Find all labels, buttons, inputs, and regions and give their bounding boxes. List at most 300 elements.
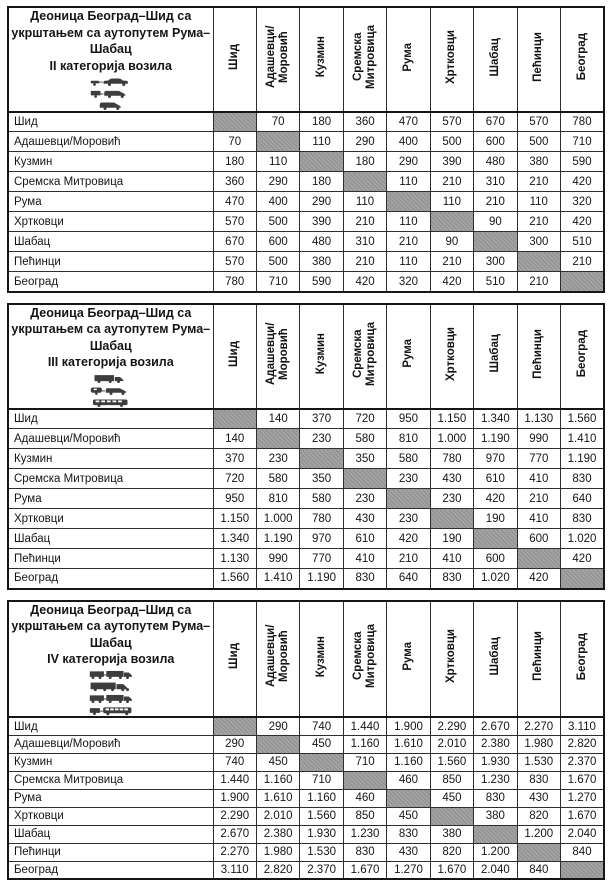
price-cell: 2.370	[561, 753, 605, 771]
price-cell: 770	[517, 449, 560, 469]
diagonal-cell	[213, 409, 256, 429]
price-cell: 400	[387, 132, 430, 152]
price-cell: 460	[343, 789, 386, 807]
price-cell: 1.610	[387, 735, 430, 753]
column-header: Кузмин	[300, 7, 343, 112]
price-cell: 840	[517, 861, 560, 879]
price-cell: 500	[430, 132, 473, 152]
price-cell: 420	[561, 172, 605, 192]
row-label: Хртковци	[8, 212, 213, 232]
price-cell: 1.200	[517, 825, 560, 843]
price-cell: 290	[256, 172, 299, 192]
price-cell: 290	[213, 735, 256, 753]
price-cell: 190	[430, 529, 473, 549]
price-cell: 2.290	[430, 717, 473, 735]
column-header: Хртковци	[430, 601, 473, 718]
table-title-cell	[8, 304, 213, 409]
price-cell: 320	[561, 192, 605, 212]
price-cell: 820	[430, 843, 473, 861]
price-cell: 140	[256, 409, 299, 429]
price-cell: 600	[474, 549, 517, 569]
semi-truck-icon	[88, 681, 134, 692]
row-label: Шид	[8, 112, 213, 132]
bus-with-trailer-icon	[88, 705, 134, 716]
column-header: Београд	[561, 7, 605, 112]
price-cell: 140	[213, 429, 256, 449]
diagonal-cell	[300, 152, 343, 172]
price-cell: 110	[387, 172, 430, 192]
price-cell: 580	[387, 449, 430, 469]
table-row	[8, 152, 604, 172]
table-row	[8, 429, 604, 449]
price-cell: 90	[474, 212, 517, 232]
diagonal-cell	[474, 825, 517, 843]
price-cell: 1.270	[561, 789, 605, 807]
price-cell: 290	[300, 192, 343, 212]
column-header: Кузмин	[300, 601, 343, 718]
row-label: Адашевци/Моровић	[8, 735, 213, 753]
table-row	[8, 717, 604, 735]
column-header: Адашевци/​Моровић	[256, 7, 299, 112]
price-cell: 370	[213, 449, 256, 469]
price-cell: 570	[517, 112, 560, 132]
price-cell: 210	[387, 549, 430, 569]
price-cell: 230	[387, 509, 430, 529]
table-title: Деоница Београд–Шид са укрштањем са аутопутем Рума–Шабац	[9, 8, 213, 58]
table-row	[8, 569, 604, 589]
price-cell: 1.160	[300, 789, 343, 807]
price-cell: 420	[343, 272, 386, 292]
table-row	[8, 272, 604, 292]
column-header: Београд	[561, 304, 605, 409]
price-cell: 1.670	[430, 861, 473, 879]
bus-icon	[90, 397, 132, 408]
price-cell: 1.560	[213, 569, 256, 589]
price-cell: 450	[430, 789, 473, 807]
row-label: Адашевци/Моровић	[8, 132, 213, 152]
price-cell: 2.670	[474, 717, 517, 735]
row-label: Сремска Митровица	[8, 172, 213, 192]
price-cell: 1.900	[387, 717, 430, 735]
row-label: Рума	[8, 192, 213, 212]
price-cell: 210	[387, 232, 430, 252]
price-cell: 780	[300, 509, 343, 529]
diagonal-cell	[343, 771, 386, 789]
price-cell: 290	[343, 132, 386, 152]
price-cell: 2.820	[561, 735, 605, 753]
row-label: Београд	[8, 569, 213, 589]
table-row	[8, 807, 604, 825]
column-header: Сремска Митровица	[343, 7, 386, 112]
column-header: Рума	[387, 7, 430, 112]
price-cell: 1.130	[213, 549, 256, 569]
table-row	[8, 753, 604, 771]
price-cell: 1.560	[561, 409, 605, 429]
price-cell: 830	[430, 569, 473, 589]
row-label: Сремска Митровица	[8, 469, 213, 489]
row-label: Пећинци	[8, 549, 213, 569]
diagonal-cell	[213, 112, 256, 132]
price-cell: 810	[256, 489, 299, 509]
car-with-trailer-icon	[90, 76, 132, 87]
diagonal-cell	[387, 789, 430, 807]
table-row	[8, 112, 604, 132]
row-label: Београд	[8, 272, 213, 292]
table-category: IV категорија возила	[9, 651, 213, 667]
price-cell: 210	[561, 252, 605, 272]
price-cell: 420	[561, 549, 605, 569]
row-label: Шид	[8, 717, 213, 735]
truck-icon	[90, 373, 132, 384]
price-cell: 1.530	[300, 843, 343, 861]
price-cell: 500	[256, 252, 299, 272]
column-header: Рума	[387, 304, 430, 409]
table-row	[8, 172, 604, 192]
diagonal-cell	[474, 529, 517, 549]
price-cell: 3.110	[561, 717, 605, 735]
price-cell: 1.000	[256, 509, 299, 529]
price-cell: 450	[387, 807, 430, 825]
price-cell: 410	[343, 549, 386, 569]
column-header: Београд	[561, 601, 605, 718]
price-cell: 1.900	[213, 789, 256, 807]
diagonal-cell	[430, 807, 473, 825]
table-row	[8, 529, 604, 549]
price-cell: 710	[343, 753, 386, 771]
diagonal-cell	[517, 252, 560, 272]
price-cell: 830	[387, 825, 430, 843]
row-label: Хртковци	[8, 807, 213, 825]
price-cell: 230	[256, 449, 299, 469]
price-cell: 410	[517, 469, 560, 489]
price-cell: 780	[213, 272, 256, 292]
price-cell: 300	[474, 252, 517, 272]
table-row	[8, 469, 604, 489]
van-with-trailer-icon	[90, 88, 132, 99]
price-cell: 470	[387, 112, 430, 132]
price-cell: 70	[256, 112, 299, 132]
price-cell: 830	[517, 771, 560, 789]
price-cell: 210	[517, 489, 560, 509]
price-cell: 500	[256, 212, 299, 232]
diagonal-cell	[213, 717, 256, 735]
price-cell: 780	[430, 449, 473, 469]
diagonal-cell	[343, 172, 386, 192]
diagonal-cell	[300, 449, 343, 469]
column-header: Пећинци	[517, 304, 560, 409]
price-cell: 470	[213, 192, 256, 212]
column-header: Сремска Митровица	[343, 601, 386, 718]
price-cell: 710	[561, 132, 605, 152]
price-cell: 310	[474, 172, 517, 192]
price-cell: 400	[256, 192, 299, 212]
price-cell: 500	[517, 132, 560, 152]
price-cell: 580	[343, 429, 386, 449]
price-cell: 210	[517, 172, 560, 192]
price-cell: 370	[300, 409, 343, 429]
row-label: Шид	[8, 409, 213, 429]
table-row	[8, 132, 604, 152]
table-row	[8, 232, 604, 252]
price-cell: 380	[474, 807, 517, 825]
price-cell: 110	[430, 192, 473, 212]
price-cell: 780	[561, 112, 605, 132]
price-cell: 190	[474, 509, 517, 529]
price-cell: 110	[387, 212, 430, 232]
price-cell: 720	[213, 469, 256, 489]
toll-table	[7, 303, 605, 590]
price-cell: 2.270	[517, 717, 560, 735]
table-row	[8, 771, 604, 789]
price-cell: 600	[474, 132, 517, 152]
price-cell: 350	[300, 469, 343, 489]
price-cell: 420	[387, 529, 430, 549]
table-category: III категорија возила	[9, 354, 213, 370]
toll-table	[7, 6, 605, 293]
price-cell: 810	[387, 429, 430, 449]
price-cell: 420	[430, 272, 473, 292]
price-cell: 1.530	[517, 753, 560, 771]
van-with-caravan-icon	[90, 385, 132, 396]
column-header: Сремска Митровица	[343, 304, 386, 409]
column-header: Шид	[213, 304, 256, 409]
price-cell: 740	[300, 717, 343, 735]
price-cell: 110	[256, 152, 299, 172]
diagonal-cell	[561, 272, 605, 292]
price-cell: 1.410	[561, 429, 605, 449]
table-row	[8, 212, 604, 232]
price-cell: 1.670	[343, 861, 386, 879]
price-cell: 590	[300, 272, 343, 292]
diagonal-cell	[256, 735, 299, 753]
price-cell: 510	[474, 272, 517, 292]
price-cell: 740	[213, 753, 256, 771]
price-cell: 360	[343, 112, 386, 132]
price-cell: 1.670	[561, 771, 605, 789]
table-row	[8, 549, 604, 569]
price-cell: 360	[213, 172, 256, 192]
price-cell: 2.040	[561, 825, 605, 843]
price-cell: 210	[343, 212, 386, 232]
price-cell: 430	[387, 843, 430, 861]
row-label: Рума	[8, 489, 213, 509]
row-label: Пећинци	[8, 252, 213, 272]
table-row	[8, 861, 604, 879]
row-label: Кузмин	[8, 753, 213, 771]
price-cell: 1.200	[474, 843, 517, 861]
price-cell: 480	[300, 232, 343, 252]
price-cell: 590	[561, 152, 605, 172]
price-cell: 710	[256, 272, 299, 292]
price-cell: 230	[300, 429, 343, 449]
price-cell: 570	[213, 212, 256, 232]
vehicle-icon-stack	[9, 373, 213, 408]
row-label: Шабац	[8, 529, 213, 549]
price-cell: 830	[343, 569, 386, 589]
price-cell: 110	[343, 192, 386, 212]
price-cell: 300	[517, 232, 560, 252]
vehicle-icon-stack	[9, 76, 213, 111]
column-header: Адашевци/​Моровић	[256, 304, 299, 409]
price-cell: 210	[430, 172, 473, 192]
price-cell: 720	[343, 409, 386, 429]
diagonal-cell	[474, 232, 517, 252]
price-cell: 1.930	[474, 753, 517, 771]
price-cell: 290	[387, 152, 430, 172]
table-row	[8, 735, 604, 753]
price-cell: 640	[387, 569, 430, 589]
price-cell: 210	[474, 192, 517, 212]
price-cell: 420	[474, 489, 517, 509]
diagonal-cell	[300, 753, 343, 771]
price-cell: 180	[343, 152, 386, 172]
price-cell: 670	[213, 232, 256, 252]
diagonal-cell	[256, 429, 299, 449]
price-cell: 1.020	[474, 569, 517, 589]
price-cell: 430	[430, 469, 473, 489]
price-cell: 2.270	[213, 843, 256, 861]
column-header: Хртковци	[430, 304, 473, 409]
price-cell: 1.230	[343, 825, 386, 843]
price-cell: 1.230	[474, 771, 517, 789]
diagonal-cell	[430, 509, 473, 529]
price-cell: 2.040	[474, 861, 517, 879]
price-cell: 1.020	[561, 529, 605, 549]
column-header: Пећинци	[517, 7, 560, 112]
price-cell: 430	[343, 509, 386, 529]
price-cell: 480	[474, 152, 517, 172]
price-cell: 450	[256, 753, 299, 771]
price-cell: 1.410	[256, 569, 299, 589]
price-cell: 110	[387, 252, 430, 272]
price-cell: 1.340	[474, 409, 517, 429]
price-cell: 450	[300, 735, 343, 753]
price-cell: 610	[343, 529, 386, 549]
price-cell: 230	[387, 469, 430, 489]
table-row	[8, 449, 604, 469]
column-header: Шабац	[474, 7, 517, 112]
price-cell: 2.820	[256, 861, 299, 879]
price-cell: 1.190	[561, 449, 605, 469]
price-cell: 380	[300, 252, 343, 272]
price-cell: 570	[213, 252, 256, 272]
table-title-cell	[8, 7, 213, 112]
price-cell: 1.190	[256, 529, 299, 549]
price-cell: 1.150	[213, 509, 256, 529]
price-cell: 830	[561, 469, 605, 489]
price-cell: 2.380	[256, 825, 299, 843]
price-cell: 410	[430, 549, 473, 569]
column-header: Хртковци	[430, 7, 473, 112]
truck-with-trailer-icon	[88, 693, 134, 704]
price-cell: 90	[430, 232, 473, 252]
price-cell: 1.190	[474, 429, 517, 449]
price-cell: 850	[430, 771, 473, 789]
price-cell: 670	[474, 112, 517, 132]
price-cell: 1.610	[256, 789, 299, 807]
column-header: Адашевци/​Моровић	[256, 601, 299, 718]
price-cell: 970	[300, 529, 343, 549]
price-cell: 1.160	[343, 735, 386, 753]
diagonal-cell	[561, 861, 605, 879]
table-row	[8, 252, 604, 272]
price-cell: 2.010	[256, 807, 299, 825]
price-cell: 830	[343, 843, 386, 861]
table-row	[8, 409, 604, 429]
price-cell: 610	[474, 469, 517, 489]
column-header: Пећинци	[517, 601, 560, 718]
price-cell: 180	[300, 112, 343, 132]
diagonal-cell	[430, 212, 473, 232]
price-cell: 430	[517, 789, 560, 807]
toll-table	[7, 600, 605, 880]
price-cell: 380	[430, 825, 473, 843]
column-header: Кузмин	[300, 304, 343, 409]
price-cell: 230	[430, 489, 473, 509]
price-cell: 210	[343, 252, 386, 272]
price-cell: 3.110	[213, 861, 256, 879]
price-cell: 2.370	[300, 861, 343, 879]
price-cell: 420	[561, 212, 605, 232]
table-row	[8, 192, 604, 212]
price-cell: 70	[213, 132, 256, 152]
diagonal-cell	[387, 489, 430, 509]
price-cell: 2.010	[430, 735, 473, 753]
column-header: Шид	[213, 601, 256, 718]
table-row	[8, 509, 604, 529]
vehicle-icon-stack	[9, 669, 213, 716]
price-cell: 180	[213, 152, 256, 172]
price-cell: 1.160	[387, 753, 430, 771]
table-row	[8, 789, 604, 807]
row-label: Пећинци	[8, 843, 213, 861]
price-cell: 1.980	[517, 735, 560, 753]
price-cell: 840	[561, 843, 605, 861]
column-header: Шид	[213, 7, 256, 112]
price-cell: 1.980	[256, 843, 299, 861]
price-cell: 770	[300, 549, 343, 569]
price-cell: 1.340	[213, 529, 256, 549]
diagonal-cell	[517, 549, 560, 569]
column-header: Рума	[387, 601, 430, 718]
price-cell: 580	[300, 489, 343, 509]
price-cell: 230	[343, 489, 386, 509]
price-cell: 390	[430, 152, 473, 172]
row-label: Хртковци	[8, 509, 213, 529]
truck-with-trailer-icon	[88, 669, 134, 680]
diagonal-cell	[561, 569, 605, 589]
table-category: II категорија возила	[9, 58, 213, 74]
row-label: Кузмин	[8, 152, 213, 172]
price-cell: 210	[517, 212, 560, 232]
price-cell: 2.290	[213, 807, 256, 825]
row-label: Шабац	[8, 825, 213, 843]
diagonal-cell	[387, 192, 430, 212]
table-row	[8, 843, 604, 861]
price-cell: 970	[474, 449, 517, 469]
price-cell: 1.150	[430, 409, 473, 429]
table-title: Деоница Београд–Шид са укрштањем са аутопутем Рума–Шабац	[9, 602, 213, 652]
price-cell: 1.930	[300, 825, 343, 843]
price-cell: 830	[561, 509, 605, 529]
table-row	[8, 825, 604, 843]
price-cell: 990	[256, 549, 299, 569]
price-cell: 820	[517, 807, 560, 825]
price-cell: 1.130	[517, 409, 560, 429]
price-cell: 1.670	[561, 807, 605, 825]
diagonal-cell	[517, 843, 560, 861]
price-cell: 110	[300, 132, 343, 152]
